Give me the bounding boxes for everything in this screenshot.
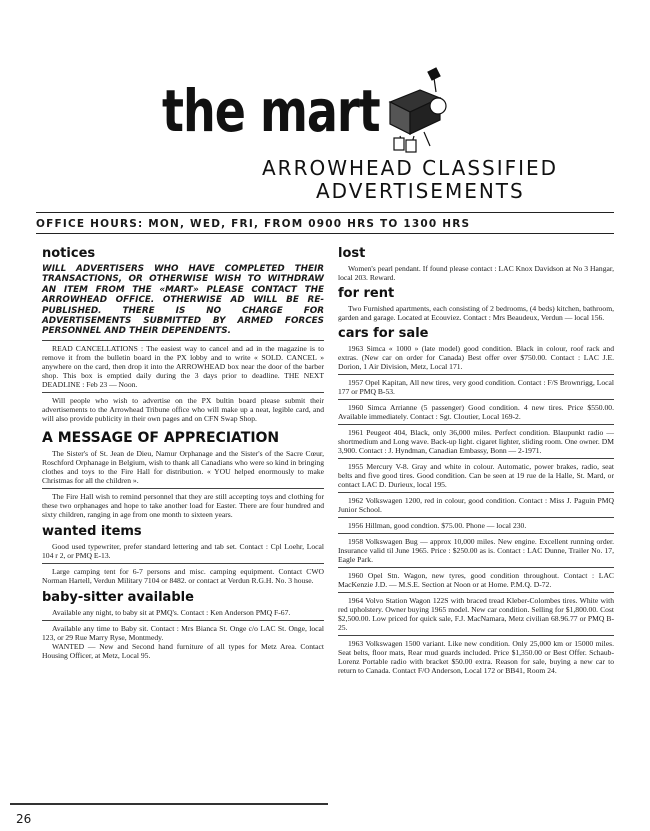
cars-for-sale-heading: cars for sale (338, 326, 429, 341)
wanted-ad: Good used typewriter, prefer standard lettering and tab set. Contact : Cpl Loehr, Local 104 r 2, or PMQ E-13. (42, 541, 324, 560)
divider (338, 567, 614, 568)
notices-cancellation-paragraph: READ CANCELLATIONS : The easiest way to cancel and ad in the magazine is to remove it from the bulletin board in the PX lobby and to write « SOLD. CANCEL » anywhere on the card, then drop it into the ARROWHEAD box near the door of the barber shop. This box is emptied daily during the 3 days prior to deadline. THE NEXT DEADLINE : Feb 23 — Noon. (42, 343, 324, 389)
lost-heading: lost (338, 246, 366, 261)
right-column (338, 246, 614, 675)
appreciation-paragraph-2: The Fire Hall wish to remind personnel that they are still accepting toys and clothing for these two orphanages and hope to take another load for Easter. There are four hundred and sixty children, ranging in age from one month to sixteen years. (42, 491, 324, 519)
furniture-wanted-ad: WANTED — New and Second hand furniture of all types for Metz Area. Contact Housing Officer, at Metz, Local 95. (42, 641, 324, 660)
divider (42, 392, 324, 393)
divider (338, 458, 614, 459)
divider (338, 635, 614, 636)
car-ad: 1961 Peugeot 404, Black, only 36,000 miles. Perfect condition. Blaupunkt radio — shortmedium and Long wave. Back-up light. cigaret lighter, sliding room. One owner. DM 3,900. Contact : J. Hyndman, Canadian Embassy, Bonn — 2-1971. (338, 428, 614, 455)
for-rent-heading: for rent (338, 286, 395, 301)
babysitter-ad: Available any time to Baby sit. Contact : Mrs Bianca St. Onge c/o LAC St. Onge, local 123, or 29 Rue Marry Ryse, Montmedy. (42, 623, 324, 642)
divider (42, 620, 324, 621)
office-hours-banner: OFFICE HOURS: MON, WED, FRI, FROM 0900 HRS TO 1300 HRS (36, 212, 614, 234)
car-ad: 1960 Simca Arrianne (5 passenger) Good condition. 4 new tires. Price $550.00. Available immediately. Contact : Sgt. Cloutier, Local 169-2. (338, 403, 614, 421)
left-column (42, 246, 324, 660)
for-rent-ad: Two Furnished apartments, each consisting of 2 bedrooms, (4 beds) kitchen, bathroom, garden and garage. Located at Ecouviez. Contact : Mrs Beaudeux, Verdun — local 156. (338, 304, 614, 322)
mart-logo-illustration (380, 62, 452, 154)
car-ad: 1955 Mercury V-8. Gray and white in colour. Automatic, power brakes, radio, seat belts and five good tires. Good condition. Can be seen at 19 rue de la Halle, St. Mard, or contact LAC D. Durieux, local 195. (338, 462, 614, 489)
divider (338, 399, 614, 400)
car-ad: 1957 Opel Kapitan, All new tires, very good condition. Contact : F/S Brownrigg, Local 177 or PMQ B-53. (338, 378, 614, 396)
divider (338, 533, 614, 534)
divider (338, 424, 614, 425)
wanted-ad: Large camping tent for 6-7 persons and misc. camping equipment. Contact CWO Norman Hartell, Verdun Military 7104 or 8482. or contact at Verdun R.G.H. No. 3 house. (42, 566, 324, 585)
lost-ad: Women's pearl pendant. If found please contact : LAC Knox Davidson at No 3 Hangar, local 203. Reward. (338, 264, 614, 282)
divider (338, 374, 614, 375)
wanted-heading: wanted items (42, 523, 142, 539)
divider (42, 488, 324, 489)
car-ad: 1960 Opel Stn. Wagon, new tyres, good condition throughout. Contact : LAC MacKenzie J.D. — M.S.E. Section at Noon or at Home. P.M.Q. D-72. (338, 571, 614, 589)
page-number: 26 (16, 812, 32, 826)
car-ad: 1956 Hillman, good condtion. $75.00. Phone — local 230. (348, 521, 527, 530)
divider (338, 492, 614, 493)
babysitter-heading: baby-sitter available (42, 589, 194, 605)
car-ad: 1964 Volvo Station Wagon 122S with braced tread Kleber-Colombes tires. White with red upholstery. Owner buying 1965 model. New car condition. Selling for $1,800.00. Cost $2,500.00. Low priced for quick sale, F.J. MacNamara, Metz civilian 68.96.77 or PMQ B-25. (338, 596, 614, 632)
notices-caps-paragraph: WILL ADVERTISERS WHO HAVE COMPLETED THEIR TRANSACTIONS, OR OTHERWISE WISH TO WITHDRAW AN ITEM FROM THE «MART» PLEASE CONTACT THE ARROWHEAD OFFICE. OTHERWISE AD WILL BE RE-PUBLISHED. THERE IS NO CHARGE FOR ADVERTISEMENTS SUBMITTED BY ARMED FORCES PERSONNEL AND THEIR DEPENDENTS. (42, 264, 324, 337)
car-ad: 1962 Volkswagen 1200, red in colour, good condition. Contact : Miss J. Paguin PMQ Junior School. (338, 496, 614, 514)
notices-px-board-paragraph: Will people who wish to advertise on the PX bultin board please submit their advertisements to the Arrowhead Tribune office who will make up a neat, legible card, and will also provide publicity in their own pages and on CFN Swap Shop. (42, 395, 324, 423)
masthead-subtitle-line1: ARROWHEAD CLASSIFIED (262, 156, 559, 180)
masthead-title: the mart (162, 77, 380, 145)
car-ad: 1963 Volkswagen 1500 variant. Like new condition. Only 25,000 km or 15000 miles. Seat belts, floor mats, Rear mud guards included. Price $1,350.00 or Best Offer. Schaub-Lorenz Portable radio with bracket $50.00 extra. Reason for sale, buying a new car to return to Canada. Contact F/O Anderson, Local 172 or BB41, Room 24. (338, 639, 614, 675)
car-ad: 1958 Volkswagen Bug — approx 10,000 miles. New engine. Excellent running order. Insurance valid til June 1965. Price : $250.00 as is. Contact : LAC Dunne, Trailer No. 17, Eagle Park. (338, 537, 614, 564)
divider (338, 592, 614, 593)
divider (338, 517, 614, 518)
car-ad: 1963 Simca « 1000 » (late model) good condition. Black in colour, roof rack and extras. (New car on order for Canada) Best offer over $750.00. Contact : LAC J.E. Dorion, 1 Air Division, Metz, Local 171. (338, 344, 614, 371)
appreciation-heading: A MESSAGE OF APPRECIATION (42, 429, 280, 446)
masthead-subtitle-line2: ADVERTISEMENTS (316, 179, 525, 203)
footer-rule (10, 803, 328, 805)
notices-heading: notices (42, 246, 96, 261)
divider (42, 340, 324, 341)
appreciation-paragraph-1: The Sister's of St. Jean de Dieu, Namur Orphanage and the Sister's of the Sacre Cœur, Roschford Orphanage in Belgium, wish to thank all Canadians who were so kind in bringing clothes and toys to the Fire Hall for distribution. « YOU helped enormously to make Christmas for all the children ». (42, 448, 324, 485)
babysitter-ad: Available any night, to baby sit at PMQ's. Contact : Ken Anderson PMQ F-67. (52, 607, 291, 617)
divider (42, 563, 324, 564)
